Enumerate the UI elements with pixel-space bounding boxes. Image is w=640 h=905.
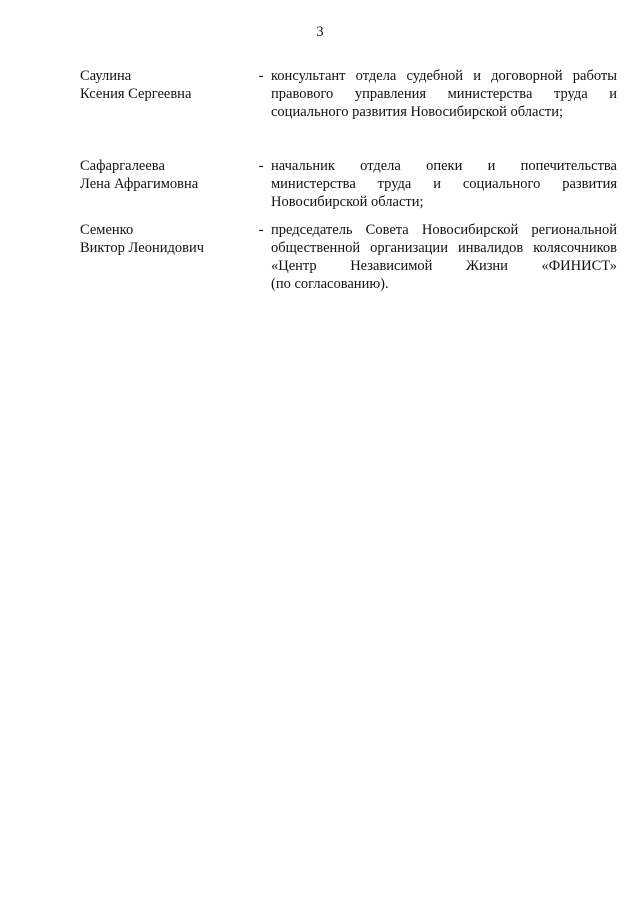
member-name: [80, 221, 250, 257]
member-surname: Сафаргалеева: [80, 158, 165, 174]
member-surname: Семенко: [80, 222, 134, 238]
position-line: (по согласованию).: [271, 276, 389, 292]
separator-dash: -: [258, 222, 264, 238]
member-given-names: Лена Афрагимовна: [80, 176, 199, 192]
position-line: председатель Совета Новосибирской региональной: [271, 222, 617, 238]
position-line: «Центр Независимой Жизни «ФИНИСТ»: [271, 258, 617, 274]
position-line: правового управления министерства труда и: [271, 86, 617, 102]
separator-dash: -: [258, 68, 264, 84]
member-given-names: Виктор Леонидович: [80, 240, 205, 256]
member-given-names: Ксения Сергеевна: [80, 86, 192, 102]
position-line: Новосибирской области;: [271, 194, 424, 210]
position-line: консультант отдела судебной и договорной работы: [271, 68, 617, 84]
member-position: [271, 157, 617, 211]
member-surname: Саулина: [80, 68, 132, 84]
member-position: [271, 67, 617, 121]
position-line: социального развития Новосибирской области;: [271, 104, 564, 120]
position-line: министерства труда и социального развития: [271, 176, 617, 192]
member-name: [80, 157, 250, 193]
page-number: 3: [316, 24, 324, 40]
member-name: [80, 67, 250, 103]
separator-dash: -: [258, 158, 264, 174]
position-line: начальник отдела опеки и попечительства: [271, 158, 617, 174]
position-line: общественной организации инвалидов колясочников: [271, 240, 617, 256]
member-position: [271, 221, 617, 293]
